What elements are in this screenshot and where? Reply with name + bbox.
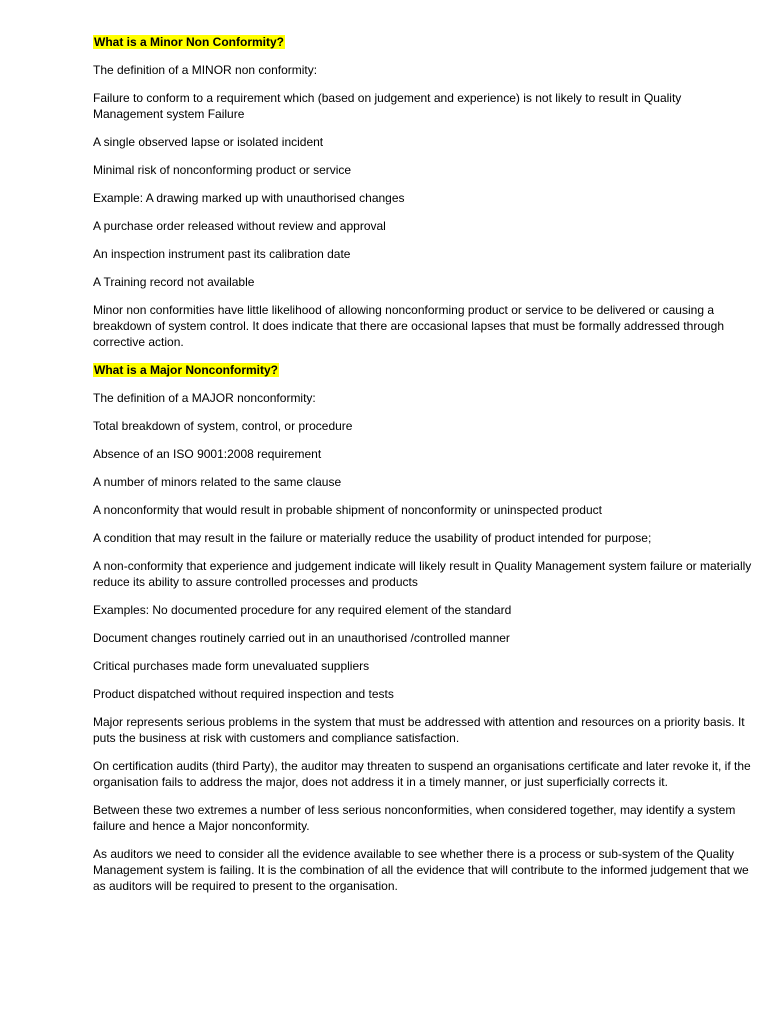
paragraph: Critical purchases made form unevaluated suppliers [93,659,370,673]
paragraph: A purchase order released without review and approval [93,219,386,233]
paragraph: Between these two extremes a number of less serious nonconformities, when considered together, may identify a system failure and hence a Major nonconformity. [93,803,736,833]
paragraph: Failure to conform to a requirement which (based on judgement and experience) is not likely to result in Quality Management system Failure [93,91,682,121]
paragraph: The definition of a MAJOR nonconformity: [93,391,316,405]
paragraph: The definition of a MINOR non conformity: [93,63,318,77]
paragraph: An inspection instrument past its calibration date [93,247,351,261]
paragraph: Absence of an ISO 9001:2008 requirement [93,447,322,461]
paragraph: Minor non conformities have little likelihood of allowing nonconforming product or service to be delivered or causing a breakdown of system control. It does indicate that there are occasional lapses that must be formally addressed through corrective action. [93,303,725,349]
paragraph: Example: A drawing marked up with unauthorised changes [93,191,405,205]
paragraph: Product dispatched without required inspection and tests [93,687,394,701]
paragraph: A nonconformity that would result in probable shipment of nonconformity or uninspected product [93,503,602,517]
major-nonconformity-section [93,362,753,894]
paragraph: On certification audits (third Party), the auditor may threaten to suspend an organisations certificate and later revoke it, if the organisation fails to address the major, does not address it in a timely manner, or just superficially corrects it. [93,759,751,789]
paragraph: A Training record not available [93,275,255,289]
paragraph: A non-conformity that experience and judgement indicate will likely result in Quality Management system failure or materially reduce its ability to assure controlled processes and products [93,559,752,589]
document-page [93,34,753,906]
paragraph: Total breakdown of system, control, or procedure [93,419,353,433]
paragraph: As auditors we need to consider all the evidence available to see whether there is a process or sub-system of the Quality Management system is failing. It is the combination of all the evidence that will contribute to the informed judgement that we as auditors will be required to present to the organisation. [93,847,749,893]
section-heading [93,34,753,50]
paragraph: A condition that may result in the failure or materially reduce the usability of product intended for purpose; [93,531,652,545]
paragraph: Document changes routinely carried out in an unauthorised /controlled manner [93,631,510,645]
paragraph: Major represents serious problems in the system that must be addressed with attention and resources on a priority basis. It puts the business at risk with customers and compliance satisfaction. [93,715,745,745]
section-heading [93,362,753,378]
highlighted-heading-text: What is a Major Nonconformity? [94,363,279,377]
paragraph: Examples: No documented procedure for any required element of the standard [93,603,512,617]
paragraph: A single observed lapse or isolated incident [93,135,324,149]
minor-nonconformity-section [93,34,753,350]
paragraph: A number of minors related to the same clause [93,475,342,489]
paragraph: Minimal risk of nonconforming product or service [93,163,352,177]
highlighted-heading-text: What is a Minor Non Conformity? [94,35,284,49]
